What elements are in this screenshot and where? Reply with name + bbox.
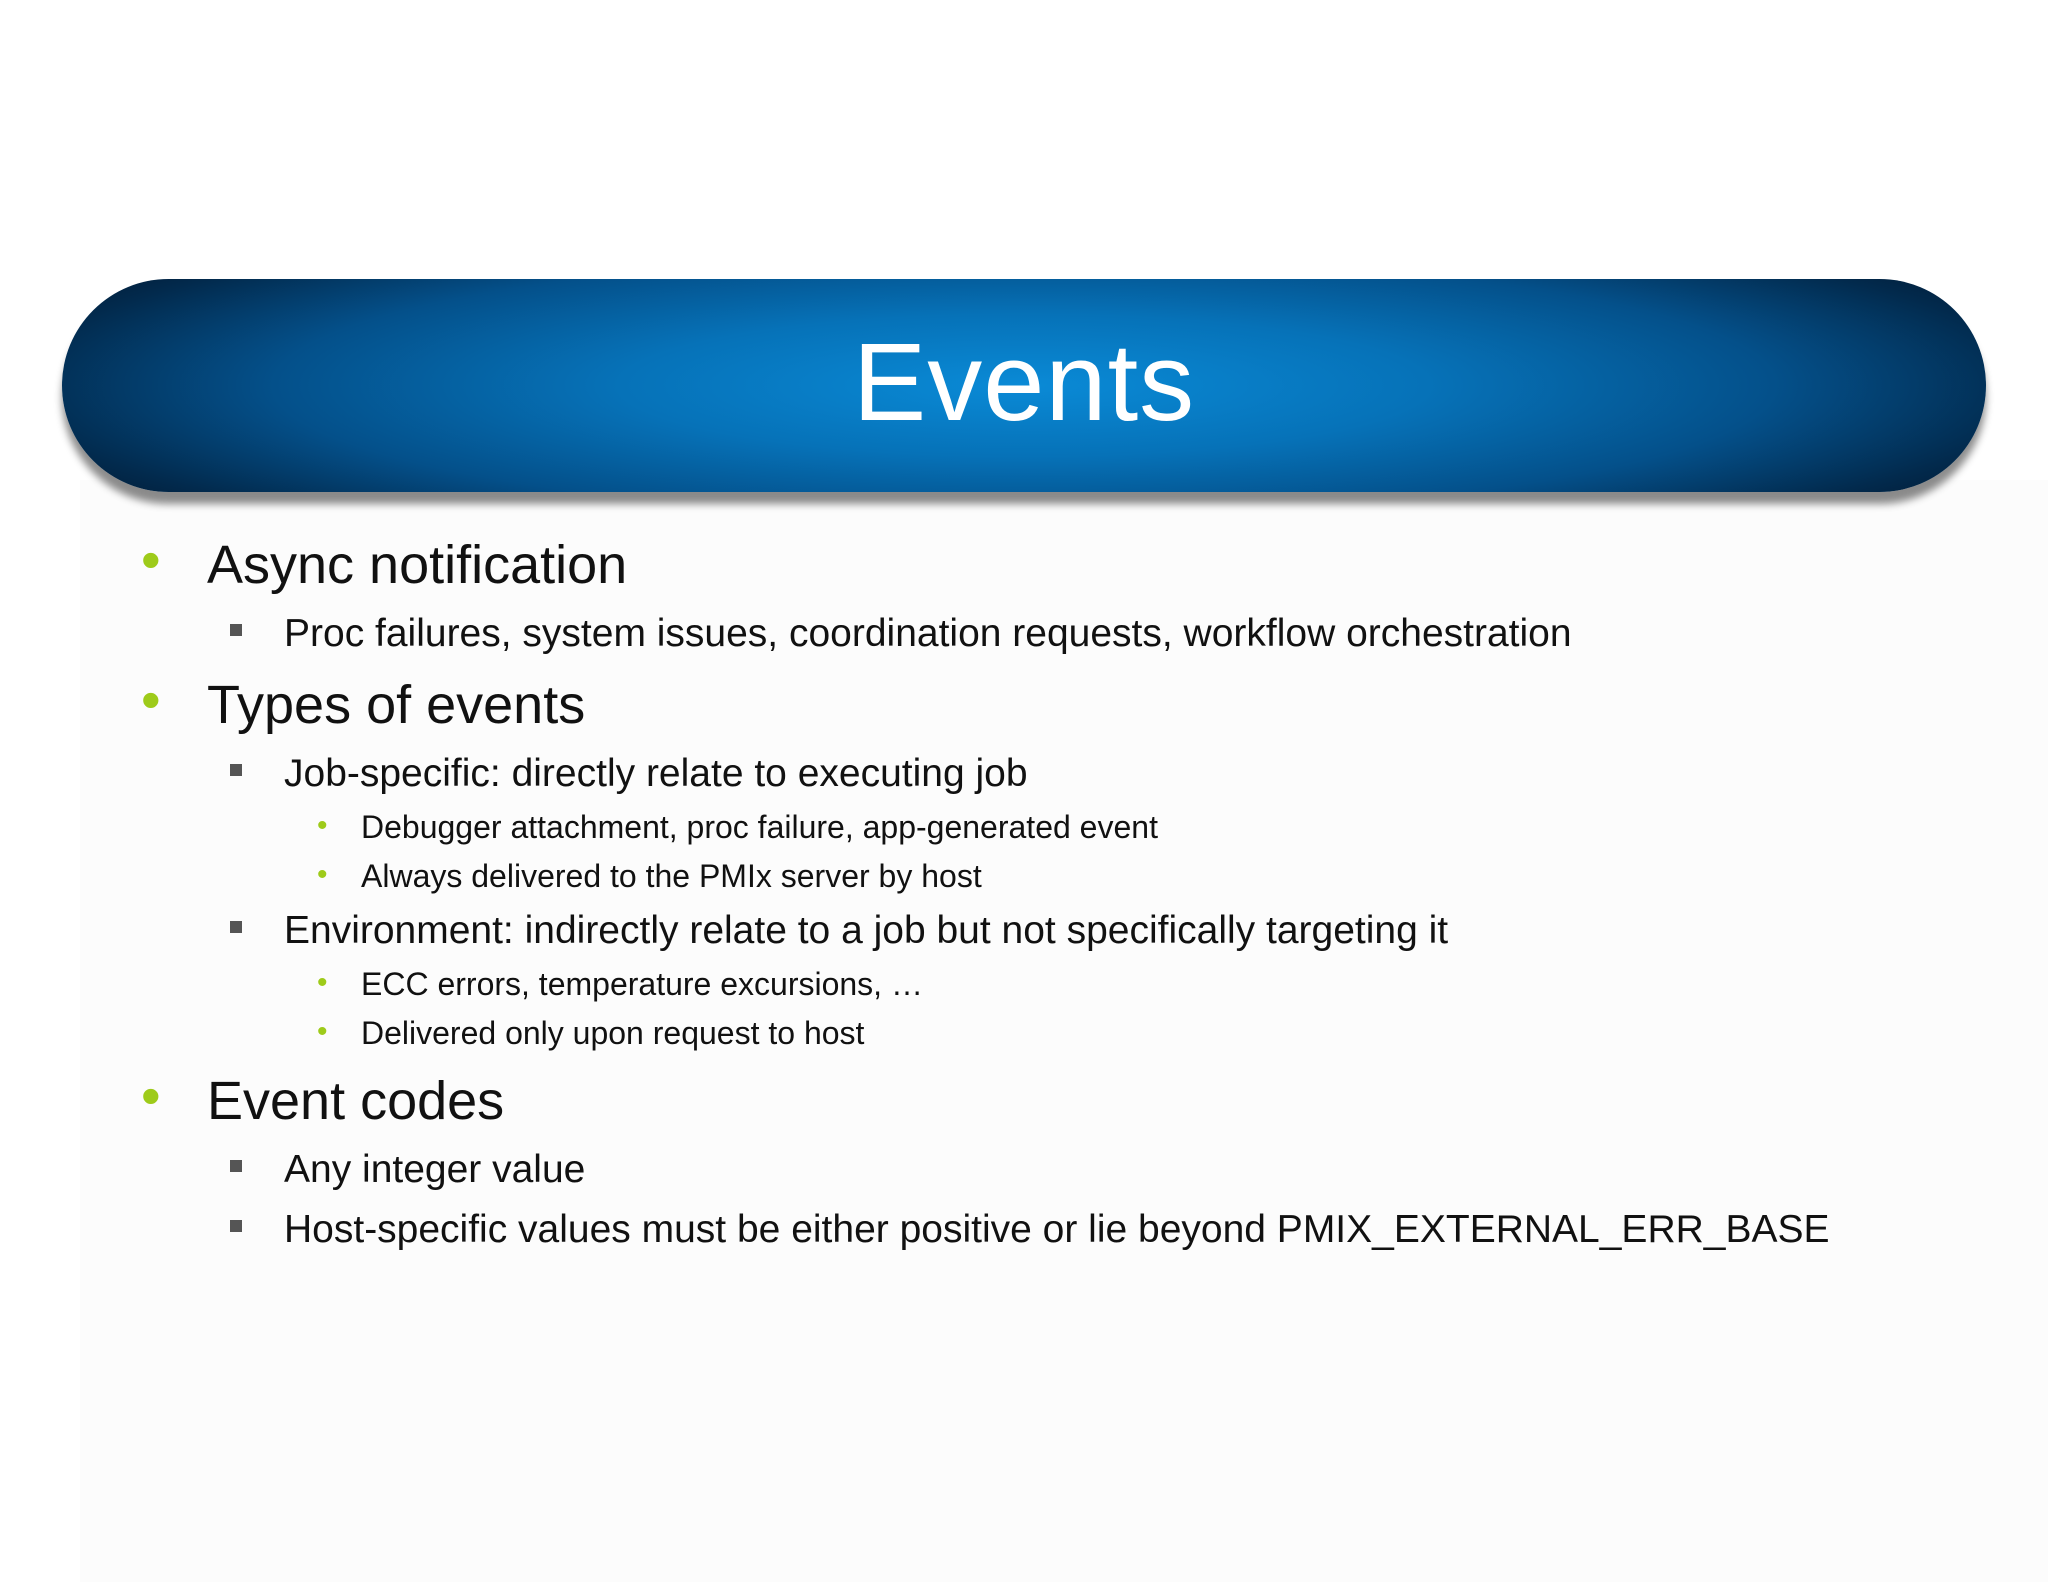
- bullet-square-icon: [230, 1160, 242, 1172]
- bullet-dot-icon: •: [317, 966, 328, 999]
- slide-title: Events: [852, 320, 1196, 444]
- bullet-level3: [317, 809, 1158, 845]
- bullet-level3: [317, 1015, 865, 1051]
- bullet-text: Event codes: [207, 1071, 505, 1131]
- bullet-text: Types of events: [207, 675, 586, 735]
- bullet-level3: [317, 966, 923, 1002]
- bullet-dot-icon: •: [317, 809, 328, 842]
- bullet-level2: [284, 911, 1448, 950]
- bullet-dot-icon: •: [317, 858, 328, 891]
- bullet-level2: [284, 1210, 1830, 1249]
- bullet-level1: [141, 1064, 505, 1131]
- bullet-text: Always delivered to the PMIx server by host: [361, 858, 982, 894]
- bullet-square-icon: [230, 921, 242, 933]
- bullet-level2: [284, 1150, 585, 1189]
- bullet-level1: [141, 528, 628, 595]
- bullet-dot-icon: •: [317, 1015, 328, 1048]
- bullet-level1: [141, 668, 586, 735]
- bullet-square-icon: [230, 1220, 242, 1232]
- bullet-text: ECC errors, temperature excursions, …: [361, 966, 923, 1002]
- bullet-level2: [284, 614, 1572, 653]
- bullet-square-icon: [230, 764, 242, 776]
- bullet-level3: [317, 858, 982, 894]
- bullet-text: Environment: indirectly relate to a job but not specifically targeting it: [284, 909, 1449, 952]
- bullet-text: Host-specific values must be either positive or lie beyond PMIX_EXTERNAL_ERR_BASE: [284, 1208, 1830, 1251]
- bullet-text: Proc failures, system issues, coordination requests, workflow orchestration: [284, 612, 1572, 655]
- bullet-text: Debugger attachment, proc failure, app-generated event: [361, 809, 1158, 845]
- bullet-dot-icon: •: [141, 528, 161, 591]
- bullet-text: Delivered only upon request to host: [361, 1015, 865, 1051]
- bullet-dot-icon: •: [141, 1064, 161, 1127]
- bullet-text: Job-specific: directly relate to executing job: [284, 752, 1028, 795]
- bullet-level2: [284, 754, 1028, 793]
- bullet-text: Async notification: [207, 535, 628, 595]
- bullet-dot-icon: •: [141, 668, 161, 731]
- bullet-square-icon: [230, 624, 242, 636]
- bullet-text: Any integer value: [284, 1148, 586, 1191]
